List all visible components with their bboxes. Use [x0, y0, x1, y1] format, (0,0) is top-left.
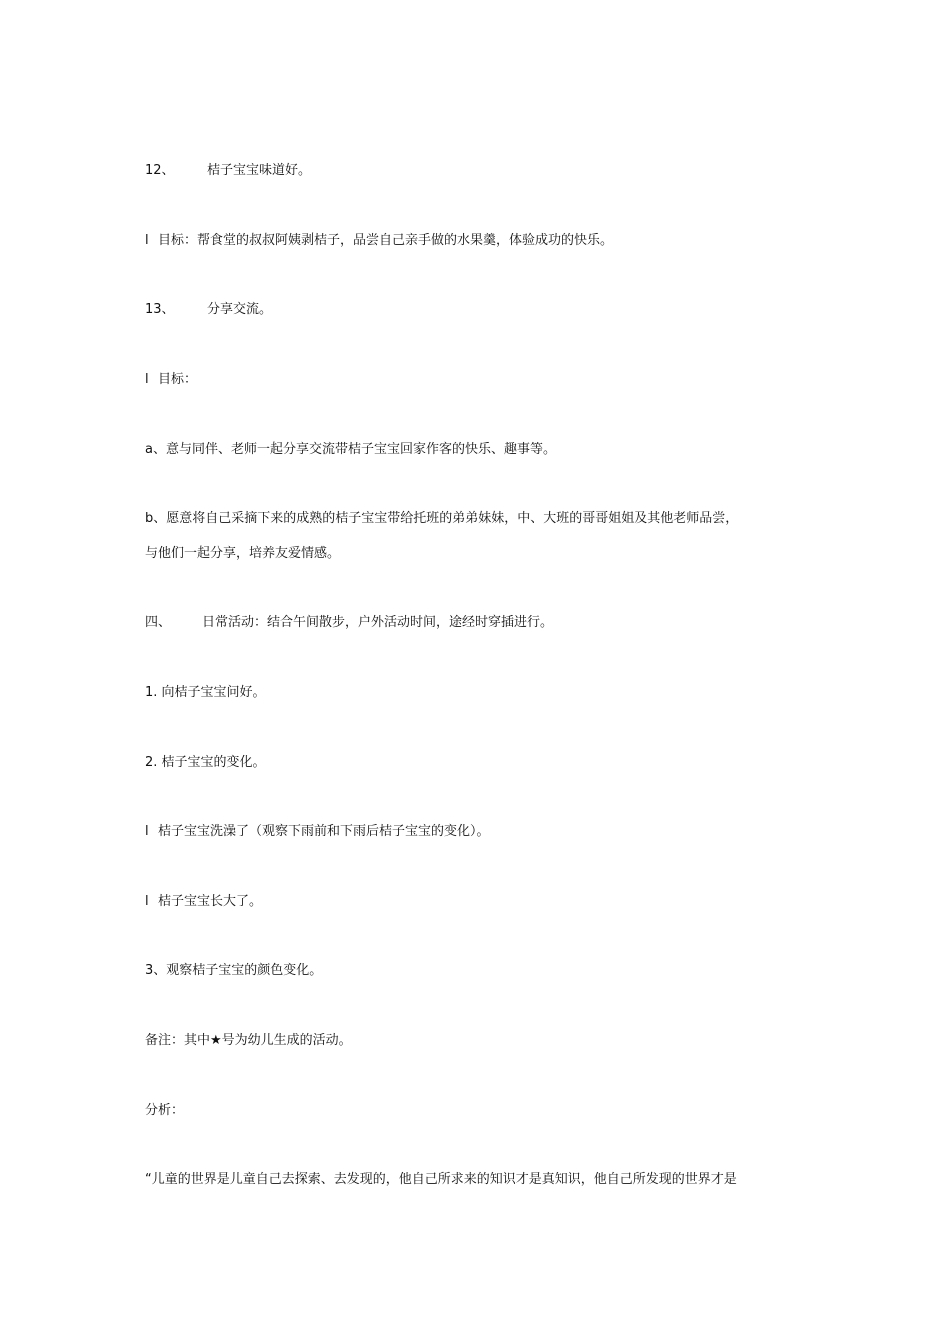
bullet-marker: l [145, 824, 149, 839]
analysis-quote: “儿童的世界是儿童自己去探索、去发现的，他自己所求来的知识才是真知识，他自己所发现的世界才是 [145, 1172, 737, 1187]
daily-item-3: 3、观察桔子宝宝的颜色变化。 [145, 963, 323, 978]
item-number: 13、 [145, 302, 175, 317]
bullet-line [145, 893, 262, 911]
item-13 [145, 301, 272, 319]
note-line: 备注：其中★号为幼儿生成的活动。 [145, 1033, 352, 1048]
goal-line [145, 371, 197, 389]
analysis-heading: 分析： [145, 1103, 185, 1118]
bullet-text: 桔子宝宝长大了。 [158, 894, 263, 909]
bullet-text: 桔子宝宝洗澡了（观察下雨前和下雨后桔子宝宝的变化）。 [158, 824, 490, 839]
subgoal-a: a、意与同伴、老师一起分享交流带桔子宝宝回家作客的快乐、趣事等。 [145, 442, 556, 457]
subgoal-b-continued: 与他们一起分享，培养友爱情感。 [145, 546, 341, 561]
daily-item-1: 1. 向桔子宝宝问好。 [145, 685, 266, 700]
subgoal-b: b、愿意将自己采摘下来的成熟的桔子宝宝带给托班的弟弟妹妹，中、大班的哥哥姐姐及其他老师品尝， [145, 511, 739, 526]
item-text: 分享交流。 [207, 302, 273, 317]
goal-line [145, 232, 613, 250]
bullet-marker: l [145, 233, 149, 248]
goal-text: 目标： [158, 372, 198, 387]
daily-item-2: 2. 桔子宝宝的变化。 [145, 755, 266, 770]
item-number: 12、 [145, 163, 175, 178]
bullet-marker: l [145, 894, 149, 909]
section-number: 四、 [145, 615, 172, 630]
bullet-marker: l [145, 372, 149, 387]
section-four [145, 614, 553, 632]
goal-text: 目标：帮食堂的叔叔阿姨剥桔子，品尝自己亲手做的水果羹，体验成功的快乐。 [158, 233, 614, 248]
item-12 [145, 162, 311, 180]
bullet-line [145, 823, 490, 841]
item-text: 桔子宝宝味道好。 [207, 163, 312, 178]
section-text: 日常活动：结合午间散步，户外活动时间，途经时穿插进行。 [202, 615, 554, 630]
